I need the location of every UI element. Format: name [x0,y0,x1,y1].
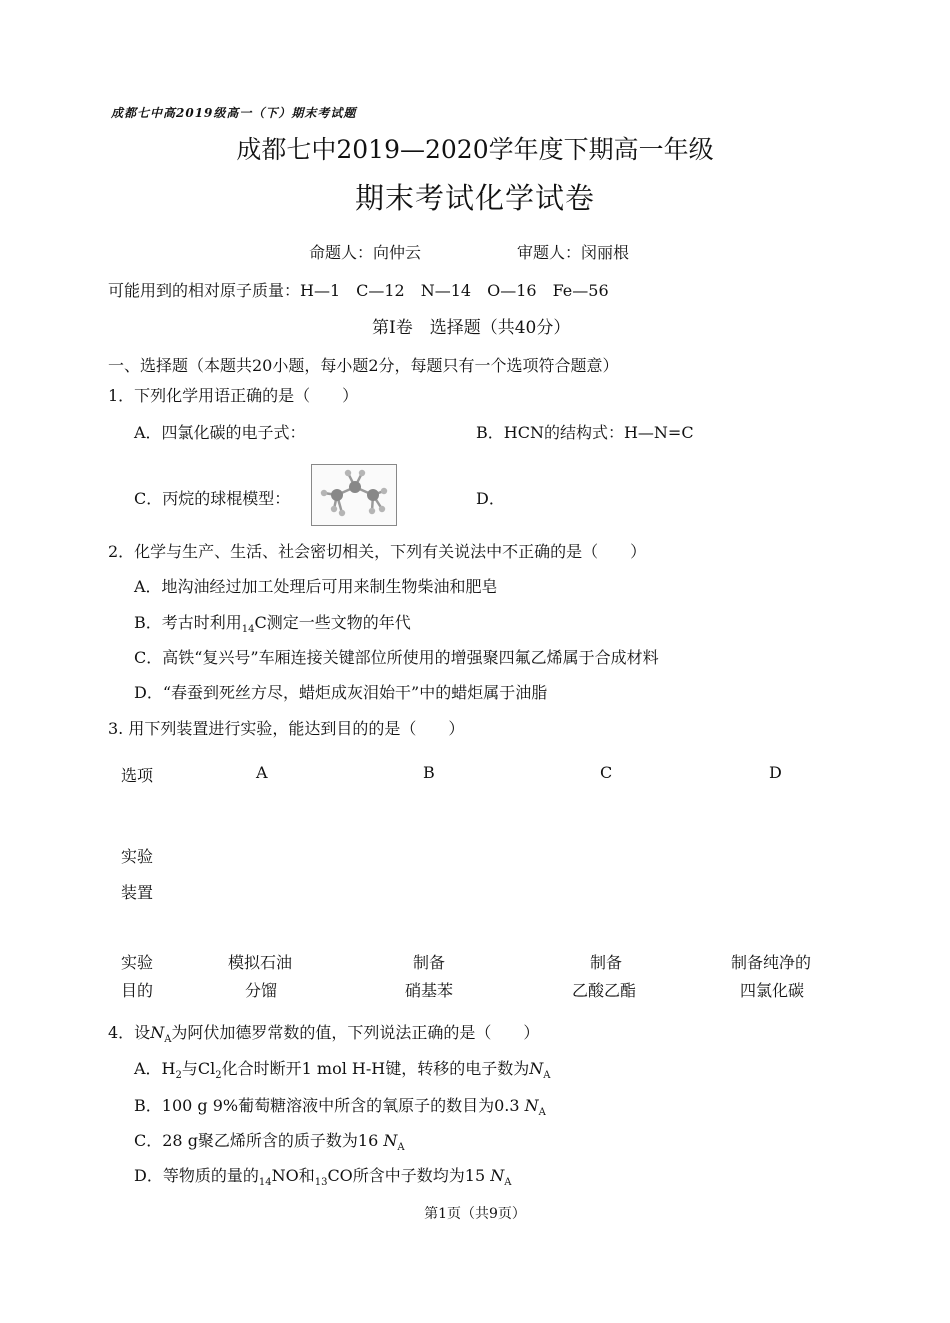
propane-molecule-icon [312,465,396,525]
q4-b-na-symbol: N [524,1096,539,1115]
q4-d-part1: D．等物质的量的 [134,1166,259,1185]
q4-b-text: B．100 g 9%葡萄糖溶液中所含的氧原子的数目为0.3 [134,1096,520,1115]
q4-c-na-subscript: A [397,1142,405,1153]
q2-b-mass-number: 14 [241,624,255,635]
q4-d-na-symbol: N [490,1166,505,1185]
q4-c-na-symbol: N [383,1131,398,1150]
q2-option-d: D．“春蚕到死丝方尽，蜡炬成灰泪始干”中的蜡炬属于油脂 [134,683,548,702]
q4-a-part2: 与Cl [181,1059,216,1078]
q3-purpose-d-2: 四氯化碳 [740,981,805,1000]
q4-a-na-subscript: A [543,1070,551,1081]
q4-stem [108,1020,539,1045]
q4-a-na-symbol: N [529,1059,544,1078]
q4-option-d [134,1163,512,1188]
q4-d-part2: NO和 [271,1166,315,1185]
q3-purpose-b-1: 制备 [413,953,446,972]
q4-option-a [134,1056,550,1081]
q4-a-part1: A．H [134,1059,176,1078]
q4-a-h2-subscript: 2 [175,1070,182,1081]
q4-option-c [134,1128,405,1153]
page-footer: 第1页（共9页） [424,1206,526,1222]
q1-option-a: A．四氯化碳的电子式： [134,423,306,442]
q1-option-c: C．丙烷的球棍模型： [134,489,291,508]
q2-option-b [134,610,411,635]
q3-purpose-a-1: 模拟石油 [228,953,293,972]
q4-d-na-subscript: A [504,1177,512,1188]
q4-na-subscript: A [164,1034,172,1045]
q4-stem-post: 为阿伏加德罗常数的值，下列说法正确的是（ ） [171,1023,540,1042]
q3-row-purpose-1: 实验 [121,953,154,972]
reviewer: 审题人：闵丽根 [517,243,630,262]
q3-col-c: C [600,763,613,782]
q4-d-mass-number-1: 14 [258,1177,272,1188]
q1-option-d: D． [476,489,505,508]
q4-stem-pre: 4．设 [108,1023,151,1042]
q3-row-device-2: 装置 [121,883,154,902]
q2-option-a: A．地沟油经过加工处理后可用来制生物柴油和肥皂 [134,577,498,596]
q4-c-text: C．28 g聚乙烯所含的质子数为16 [134,1131,379,1150]
q4-b-na-subscript: A [538,1107,546,1118]
q4-option-b [134,1093,546,1118]
q2-b-post: C测定一些文物的年代 [254,613,411,632]
exam-title-line2: 期末考试化学试卷 [354,181,595,215]
q2-option-c: C．高铁“复兴号”车厢连接关键部位所使用的增强聚四氟乙烯属于合成材料 [134,648,659,667]
q3-purpose-d-1: 制备纯净的 [731,953,812,972]
propane-ball-stick-image [311,464,397,526]
volume-title: 第Ⅰ卷 选择题（共40分） [372,318,571,338]
q4-d-mass-number-2: 13 [314,1177,328,1188]
q3-header-option: 选项 [121,766,154,785]
q4-na-symbol: N [150,1023,165,1042]
q4-a-part3: 化合时断开1 mol H-H键，转移的电子数为 [221,1059,530,1078]
section-intro: 一、选择题（本题共20小题，每小题2分，每题只有一个选项符合题意） [108,356,619,375]
q3-col-b: B [423,763,435,782]
q3-stem: 3. 用下列装置进行实验，能达到目的的是（ ） [108,719,465,738]
q3-col-a: A [256,763,268,782]
atomic-masses: 可能用到的相对原子质量：H—1 C—12 N—14 O—16 Fe—56 [108,281,609,300]
q3-row-device-1: 实验 [121,847,154,866]
q2-b-pre: B．考古时利用 [134,613,242,632]
header-note: 成都七中高2019级高一（下）期末考试题 [111,106,357,120]
q3-purpose-b-2: 硝基苯 [405,981,454,1000]
exam-title-line1: 成都七中2019—2020学年度下期高一年级 [236,135,714,164]
q4-d-part3: CO所含中子数均为15 [327,1166,486,1185]
q4-a-cl2-subscript: 2 [215,1070,222,1081]
q1-option-b: B．HCN的结构式：H—N=C [476,423,694,442]
proposer: 命题人：向仲云 [309,243,422,262]
q3-purpose-a-2: 分馏 [245,981,278,1000]
q1-stem: 1．下列化学用语正确的是（ ） [108,386,359,405]
q3-col-d: D [769,763,782,782]
q3-purpose-c-1: 制备 [590,953,623,972]
q3-row-purpose-2: 目的 [121,981,154,1000]
q2-stem: 2．化学与生产、生活、社会密切相关，下列有关说法中不正确的是（ ） [108,542,647,561]
q3-purpose-c-2: 乙酸乙酯 [572,981,637,1000]
